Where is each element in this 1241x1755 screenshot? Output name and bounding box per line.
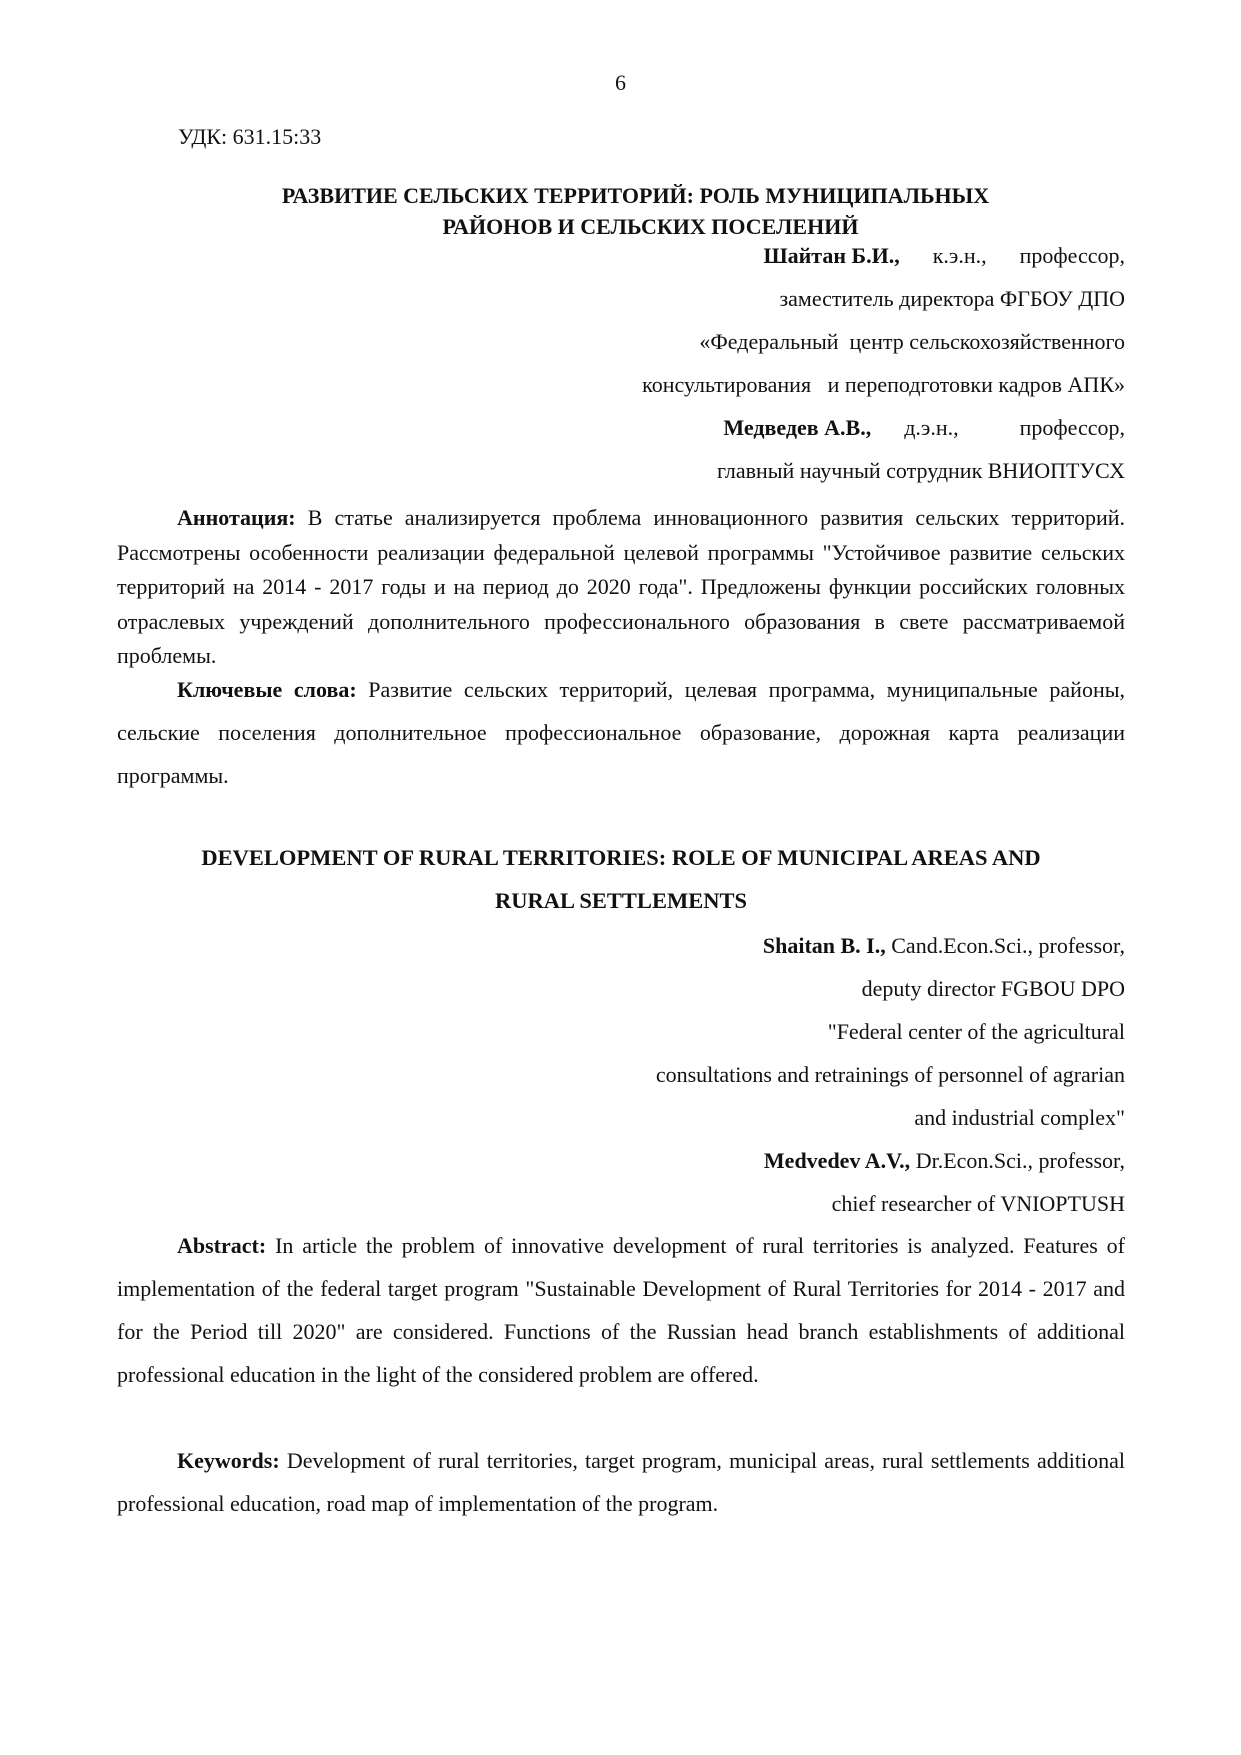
en-title-line-1: DEVELOPMENT OF RURAL TERRITORIES: ROLE OF MUNICIPAL AREAS AND [201,845,1041,870]
ru-title-line-2: РАЙОНОВ И СЕЛЬСКИХ ПОСЕЛЕНИЙ [442,214,859,239]
ru-keywords [117,668,1125,797]
ru-author-2-line [642,406,1125,449]
en-author-1-line [656,924,1125,967]
en-keywords-text: Development of rural territories, target program, municipal areas, rural settlements additional professional education, road map of implementation of the program. [117,1448,1125,1516]
en-title-line-2: RURAL SETTLEMENTS [495,888,747,913]
ru-author-1-title: профессор, [1019,243,1125,268]
en-abstract [117,1224,1125,1396]
ru-author-1-line [642,234,1125,277]
en-author-1-aff-3: consultations and retrainings of personnel of agrarian [655,1062,1125,1087]
ru-author-2-title: профессор, [1019,415,1125,440]
page-number: 6 [615,70,626,95]
ru-title-line-1: РАЗВИТИЕ СЕЛЬСКИХ ТЕРРИТОРИЙ: РОЛЬ МУНИЦИПАЛЬНЫХ [281,183,990,208]
ru-abstract-label: Аннотация: [177,505,296,530]
ru-author-1-aff-2: «Федеральный центр сельскохозяйственного [699,329,1125,354]
ru-authors-block [642,234,1125,492]
ru-author-1-aff-1: заместитель директора ФГБОУ ДПО [779,286,1125,311]
en-author-1-rest: Cand.Econ.Sci., professor, [891,933,1125,958]
udc-code: УДК: 631.15:33 [178,124,322,149]
en-author-2-rest: Dr.Econ.Sci., professor, [915,1148,1125,1173]
en-author-1-aff-1: deputy director FGBOU DPO [861,976,1125,1001]
ru-abstract-text: В статье анализируется проблема инновационного развития сельских территорий. Рассмотрены особенности реализации федеральной целевой программы "Устойчивое развитие сельских территорий на 2014 - 2017 годы и на период до 2020 года". Предложены функции российских головных отраслевых учреждений дополнительного профессионального образования в свете рассматриваемой проблемы. [117,505,1126,668]
ru-abstract [117,501,1125,674]
en-author-1-name: Shaitan B. I., [762,933,886,958]
en-author-2-aff: chief researcher of VNIOPTUSH [831,1191,1125,1216]
en-abstract-text: In article the problem of innovative development of rural territories is analyzed. Features of implementation of the federal target program "Sustainable Development of Rural Territories for 2014 - 2017 and for the Period till 2020" are considered. Functions of the Russian head branch establishments of additional professional education in the light of the considered problem are offered. [117,1233,1126,1387]
en-author-1-aff-4: and industrial complex" [914,1105,1125,1130]
en-abstract-label: Abstract: [177,1233,267,1258]
en-keywords [117,1439,1125,1525]
en-author-2-line [656,1139,1125,1182]
en-keywords-label: Keywords: [177,1448,280,1473]
ru-author-1-name: Шайтан Б.И., [763,243,900,268]
ru-author-1-aff-3: консультирования и переподготовки кадров АПК» [642,372,1125,397]
en-author-1-aff-2: "Federal center of the agricultural [827,1019,1125,1044]
ru-title [0,180,1241,242]
en-author-2-name: Medvedev A.V., [763,1148,911,1173]
ru-keywords-text: Развитие сельских территорий, целевая программа, муниципальные районы, сельские поселения дополнительное профессиональное образование, дорожная карта реализации программы. [117,677,1126,788]
ru-author-2-name: Медведев А.В., [723,415,872,440]
ru-author-1-degree: к.э.н., [932,243,987,268]
en-authors-block [656,924,1125,1225]
ru-author-2-degree: д.э.н., [904,415,959,440]
ru-author-2-aff: главный научный сотрудник ВНИОПТУСХ [716,458,1125,483]
en-title [117,836,1125,922]
ru-keywords-label: Ключевые слова: [177,677,357,702]
